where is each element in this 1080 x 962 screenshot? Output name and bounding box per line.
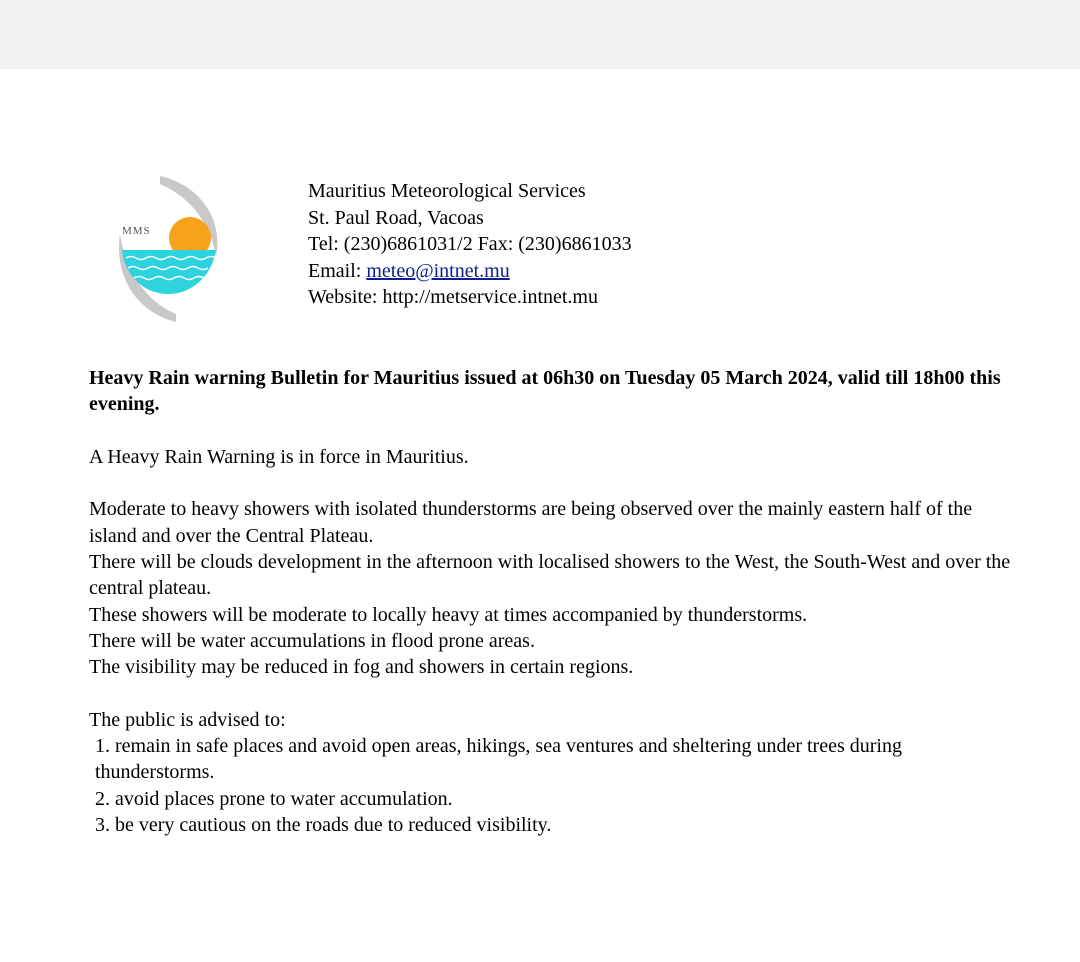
advice-list [89,733,1019,838]
top-bar [0,0,1080,69]
mms-logo-graphic [112,172,224,326]
logo-text: MMS [122,225,151,237]
forecast-line: These showers will be moderate to locally heavy at times accompanied by thunderstorms. [89,603,808,626]
advice-intro: The public is advised to: [89,708,286,731]
email-link[interactable]: meteo@intnet.mu [366,259,510,282]
mms-logo [112,172,224,326]
forecast-line: There will be clouds development in the afternoon with localised showers to the West, the South-West and over the central plateau. [89,551,1011,600]
bulletin-body [89,365,1019,838]
forecast-line: The visibility may be reduced in fog and showers in certain regions. [89,656,634,679]
advice-item: 2. avoid places prone to water accumulation. [95,787,453,810]
forecast-line: Moderate to heavy showers with isolated thunderstorms are being observed over the mainly eastern half of the island and over the Central Plateau. [89,498,973,547]
email-line [308,258,632,285]
contact-block [308,178,632,311]
bulletin-title: Heavy Rain warning Bulletin for Mauritius issued at 06h30 on Tuesday 05 March 2024, valid till 18h00 this evening. [89,367,1001,416]
address: St. Paul Road, Vacoas [308,206,484,229]
email-label: Email: [308,259,367,282]
organization-name: Mauritius Meteorological Services [308,180,586,202]
advice-item: 3. be very cautious on the roads due to reduced visibility. [95,814,552,837]
website: Website: http://metservice.intnet.mu [308,286,598,308]
warning-status: A Heavy Rain Warning is in force in Mauritius. [89,445,469,468]
advice-item: 1. remain in safe places and avoid open areas, hikings, sea ventures and sheltering under trees during thunderstorms. [95,735,902,784]
forecast-line: There will be water accumulations in flood prone areas. [89,629,535,652]
phone-fax: Tel: (230)6861031/2 Fax: (230)6861033 [308,233,632,255]
